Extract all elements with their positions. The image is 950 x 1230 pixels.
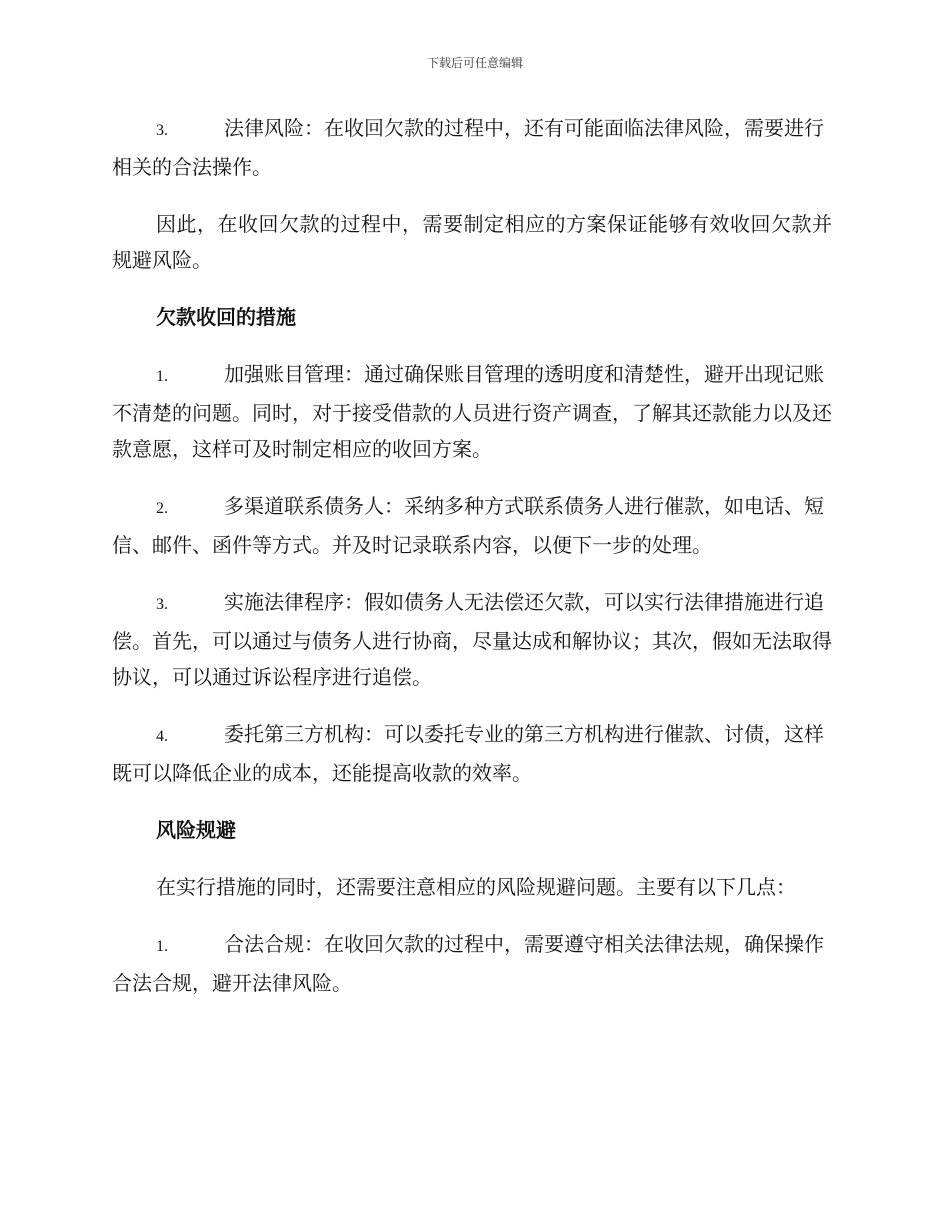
document-body bbox=[112, 110, 832, 1022]
list-text: 合法合规：在收回欠款的过程中，需要遵守相关法律法规，确保操作合法合规，避开法律风险。 bbox=[112, 932, 824, 995]
paragraph: 在实行措施的同时，还需要注意相应的风险规避问题。主要有以下几点： bbox=[156, 875, 796, 899]
paragraph: 因此，在收回欠款的过程中，需要制定相应的方案保证能够有效收回欠款并规避风险。 bbox=[112, 212, 832, 272]
section-heading: 欠款收回的措施 bbox=[156, 305, 296, 329]
list-text: 加强账目管理：通过确保账目管理的透明度和清楚性，避开出现记账不清楚的问题。同时，对于接受借款的人员进行资产调查，了解其还款能力以及还款意愿，这样可及时制定相应的收回方案。 bbox=[112, 362, 832, 461]
list-item bbox=[112, 716, 832, 791]
list-number: 1. bbox=[156, 368, 168, 385]
list-text: 多渠道联系债务人：采纳多种方式联系债务人进行催款，如电话、短信、邮件、函件等方式。并及时记录联系内容，以便下一步的处理。 bbox=[112, 494, 824, 557]
list-number: 4. bbox=[156, 728, 168, 745]
list-item bbox=[112, 110, 832, 185]
list-text: 法律风险：在收回欠款的过程中，还有可能面临法律风险，需要进行相关的合法操作。 bbox=[112, 116, 824, 179]
list-number: 2. bbox=[156, 500, 168, 517]
list-number: 3. bbox=[156, 596, 168, 613]
list-item bbox=[112, 356, 832, 467]
list-number: 3. bbox=[156, 122, 168, 139]
list-item bbox=[112, 584, 832, 695]
list-text: 委托第三方机构：可以委托专业的第三方机构进行催款、讨债，这样既可以降低企业的成本，还能提高收款的效率。 bbox=[112, 722, 824, 785]
section-heading: 风险规避 bbox=[156, 818, 236, 842]
list-text: 实施法律程序：假如债务人无法偿还欠款，可以实行法律措施进行追偿。首先，可以通过与债务人进行协商，尽量达成和解协议；其次，假如无法取得协议，可以通过诉讼程序进行追偿。 bbox=[112, 590, 832, 689]
list-item bbox=[112, 926, 832, 1001]
page-header: 下载后可任意编辑 bbox=[426, 56, 523, 70]
list-item bbox=[112, 488, 832, 563]
list-number: 1. bbox=[156, 938, 168, 955]
